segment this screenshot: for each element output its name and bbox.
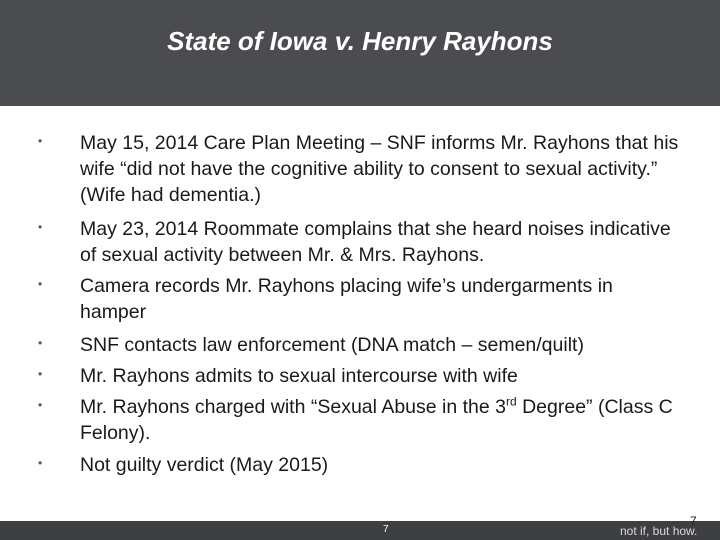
bullet-text: SNF contacts law enforcement (DNA match – semen/quilt): [80, 334, 584, 356]
bullet-text: Not guilty verdict (May 2015): [80, 454, 329, 476]
bullet-icon: •: [38, 367, 43, 381]
bullet-text: May 15, 2014 Care Plan Meeting – SNF informs Mr. Rayhons that his wife “did not have the cognitive ability to consent to sexual activity.” (Wife had dementia.): [80, 132, 679, 206]
bullet-icon: •: [38, 220, 43, 234]
superscript-ordinal: rd: [506, 394, 517, 409]
bullet-text-part: Degree” (Class C Felony).: [80, 396, 673, 444]
footer-bar: [0, 521, 720, 540]
bullet-icon: •: [38, 398, 43, 412]
slide-number: 7: [690, 514, 697, 528]
slide-title: State of Iowa v. Henry Rayhons: [167, 26, 553, 56]
bullet-icon: •: [38, 336, 43, 350]
page-number: 7: [383, 524, 389, 535]
footer-slogan: not if, but how.: [620, 524, 698, 538]
bullet-text-part: Mr. Rayhons charged with “Sexual Abuse in the 3: [80, 396, 506, 418]
bullet-text: May 23, 2014 Roommate complains that she heard noises indicative of sexual activity between Mr. & Mrs. Rayhons.: [80, 218, 671, 266]
bullet-icon: •: [38, 277, 43, 291]
bullet-text: Mr. Rayhons admits to sexual intercourse with wife: [80, 365, 518, 387]
bullet-text: Camera records Mr. Rayhons placing wife’s undergarments in hamper: [80, 275, 613, 323]
bullet-icon: •: [38, 134, 43, 148]
bullet-icon: •: [38, 456, 43, 470]
bullet-text: [80, 394, 680, 446]
